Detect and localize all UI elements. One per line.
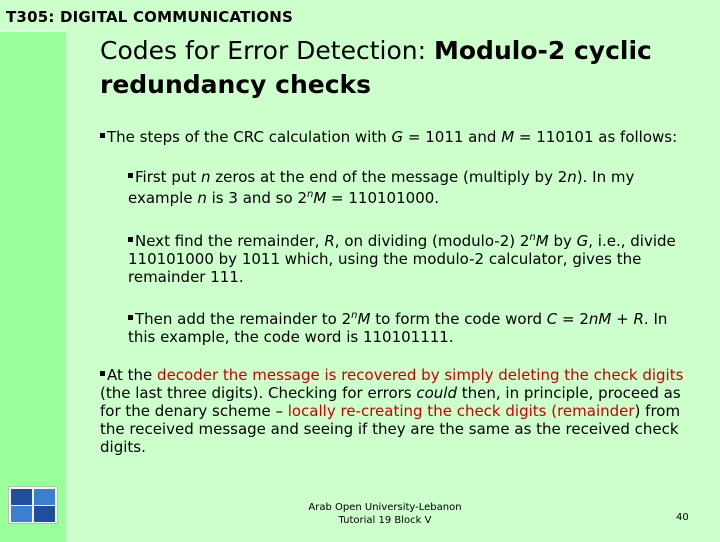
bullet-icon — [100, 371, 105, 376]
university-logo — [8, 486, 58, 524]
paragraph-2: First put n zeros at the end of the message (multiply by 2n). In my example n is 3 and so $2^nM = 110101000$. — [128, 168, 635, 207]
left-sidebar — [0, 30, 66, 542]
bullet-icon — [128, 315, 133, 320]
paragraph-1: The steps of the CRC calculation with G = 1011 and M = 110101 as follows: — [100, 128, 700, 146]
bullet-icon — [100, 133, 105, 138]
header-bar — [0, 0, 720, 30]
paragraph-5: At the decoder the message is recovered by simply deleting the check digits (the last three digits). Checking for errors could then, in principle, proceed as for the denary scheme – locally re-creating the check digits (remainder) from the received message and seeing if they are the same as the received check digits. — [100, 366, 684, 456]
slide-title — [100, 34, 700, 102]
bullet-icon — [128, 237, 133, 242]
footer-line-1: Arab Open University-Lebanon — [308, 502, 462, 513]
bullet-icon — [128, 173, 133, 178]
title-part-1: Codes for Error Detection: — [100, 36, 434, 65]
course-code: T305: DIGITAL COMMUNICATIONS — [6, 8, 294, 26]
page-number: 40 — [676, 512, 689, 523]
paragraph-4: Then add the remainder to 2$^n$M to form the code word C = 2nM + R. In this example, the code word is 110101111. — [128, 310, 668, 346]
paragraph-3: Next find the remainder, R, on dividing (modulo-2) 2$^n$M by G, i.e., divide 110101000 by 1011 which, using the modulo-2 calculator, gives the remainder 111. — [128, 232, 676, 286]
footer-line-2: Tutorial 19 Block V — [338, 515, 432, 526]
title-part-2: Modulo-2 cyclic redundancy checks — [100, 36, 652, 99]
footer-credit — [280, 501, 490, 527]
